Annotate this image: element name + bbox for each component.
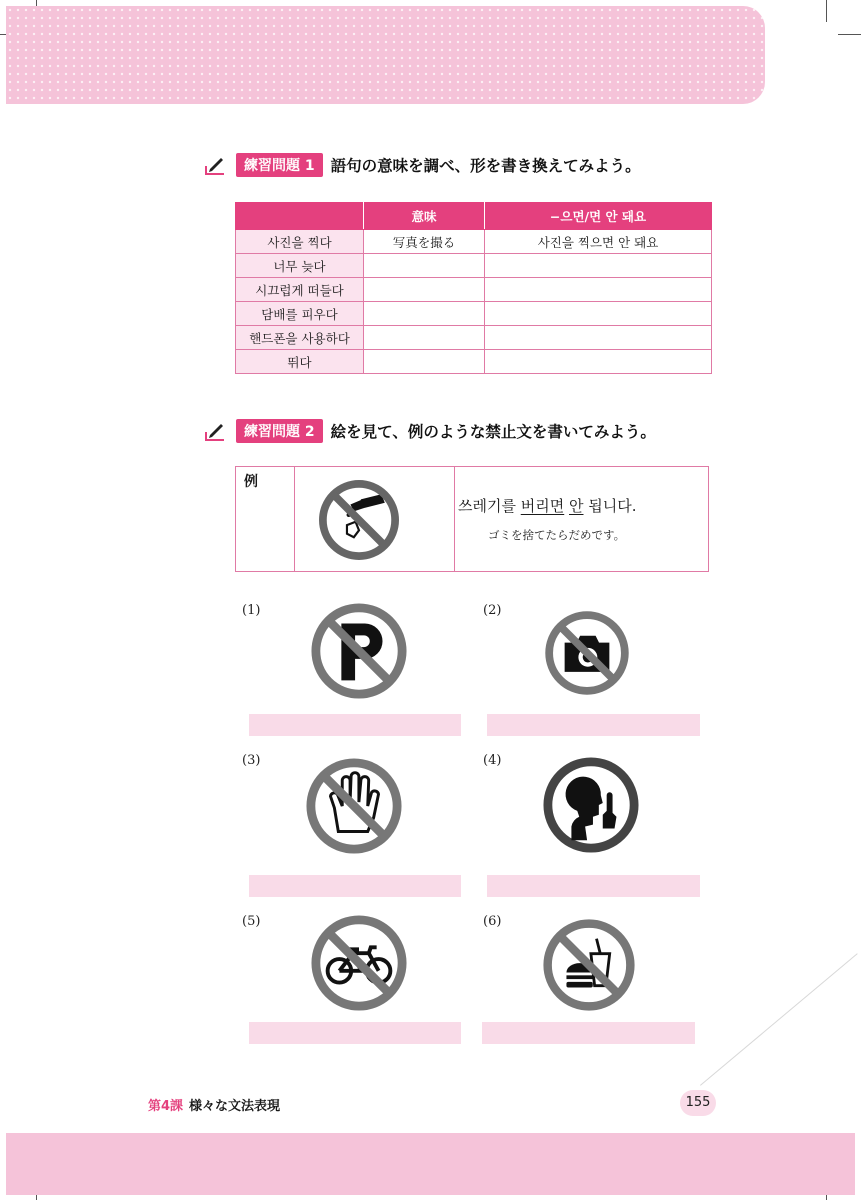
chapter-number: 第4課 xyxy=(148,1099,184,1114)
item-number: (6) xyxy=(483,914,502,929)
table-cell-meaning[interactable] xyxy=(364,350,485,374)
table-cell-form[interactable] xyxy=(485,278,712,302)
item-number: (1) xyxy=(242,603,261,618)
example-korean-underlined: 버리면 xyxy=(520,497,565,515)
table-cell-word: 너무 늦다 xyxy=(236,254,364,278)
table-cell-word: 핸드폰을 사용하다 xyxy=(236,326,364,350)
answer-field[interactable] xyxy=(487,714,700,736)
table-row xyxy=(236,254,712,278)
item-number: (5) xyxy=(242,914,261,929)
example-korean-part: 쓰레기를 xyxy=(458,497,521,515)
table-cell-meaning[interactable] xyxy=(364,302,485,326)
table-row xyxy=(236,230,712,254)
pencil-icon xyxy=(204,420,226,442)
crop-mark xyxy=(826,0,827,22)
table-row xyxy=(236,278,712,302)
table-cell-meaning[interactable]: 写真を撮る xyxy=(364,230,485,254)
answer-field[interactable] xyxy=(249,1022,461,1044)
quiet-please-icon xyxy=(542,756,640,854)
crop-mark xyxy=(838,34,861,35)
chapter-title: 様々な文法表現 xyxy=(189,1099,281,1114)
answer-field[interactable] xyxy=(487,875,700,897)
table-cell-word: 사진을 찍다 xyxy=(236,230,364,254)
item-number: (3) xyxy=(242,753,261,768)
table-cell-form[interactable] xyxy=(485,254,712,278)
decorative-line xyxy=(700,953,858,1086)
exercise-2-label: 練習問題 2 xyxy=(236,419,323,443)
example-korean-part: 됩니다. xyxy=(583,497,637,515)
table-cell-word: 시끄럽게 떠들다 xyxy=(236,278,364,302)
table-cell-meaning[interactable] xyxy=(364,278,485,302)
table-row xyxy=(236,302,712,326)
table-cell-meaning[interactable] xyxy=(364,326,485,350)
table-header-row xyxy=(236,203,712,230)
exercise-1-title: 語句の意味を調べ、形を書き換えてみよう。 xyxy=(330,157,641,175)
no-food-drink-icon xyxy=(542,918,636,1012)
footer-chapter xyxy=(148,1095,280,1114)
table-cell-form[interactable] xyxy=(485,350,712,374)
table-cell-form[interactable] xyxy=(485,302,712,326)
no-parking-icon xyxy=(310,602,408,700)
answer-field[interactable] xyxy=(249,714,461,736)
example-box xyxy=(235,466,709,572)
top-decorative-band xyxy=(6,6,765,104)
answer-field[interactable] xyxy=(482,1022,695,1044)
table-cell-form[interactable] xyxy=(485,326,712,350)
pencil-icon xyxy=(204,154,226,176)
divider xyxy=(454,467,455,571)
vocabulary-table xyxy=(235,202,712,374)
no-camera-icon xyxy=(544,610,630,696)
exercise-2-heading xyxy=(204,419,656,443)
no-bicycles-icon xyxy=(310,914,408,1012)
table-cell-word: 담배를 피우다 xyxy=(236,302,364,326)
table-cell-word: 뛰다 xyxy=(236,350,364,374)
example-tag: 例 xyxy=(244,474,258,490)
table-header-meaning: 意味 xyxy=(364,203,485,230)
item-number: (2) xyxy=(483,603,502,618)
divider xyxy=(294,467,295,571)
exercise-1-label: 練習問題 1 xyxy=(236,153,323,177)
table-row xyxy=(236,326,712,350)
exercise-1-heading xyxy=(204,153,641,177)
table-cell-meaning[interactable] xyxy=(364,254,485,278)
item-number: (4) xyxy=(483,753,502,768)
table-header-word xyxy=(236,203,364,230)
table-row xyxy=(236,350,712,374)
no-littering-icon xyxy=(316,477,402,563)
page-number: 155 xyxy=(680,1090,716,1116)
table-header-form: −으면/면 안 돼요 xyxy=(485,203,712,230)
example-korean-sentence xyxy=(458,495,638,516)
example-japanese-translation: ゴミを捨てたらだめです。 xyxy=(488,528,626,542)
no-touching-icon xyxy=(305,757,403,855)
bottom-decorative-band xyxy=(6,1133,855,1195)
table-cell-form[interactable]: 사진을 찍으면 안 돼요 xyxy=(485,230,712,254)
exercise-2-title: 絵を見て、例のような禁止文を書いてみよう。 xyxy=(330,423,656,441)
answer-field[interactable] xyxy=(249,875,461,897)
example-korean-underlined: 안 xyxy=(569,497,584,515)
